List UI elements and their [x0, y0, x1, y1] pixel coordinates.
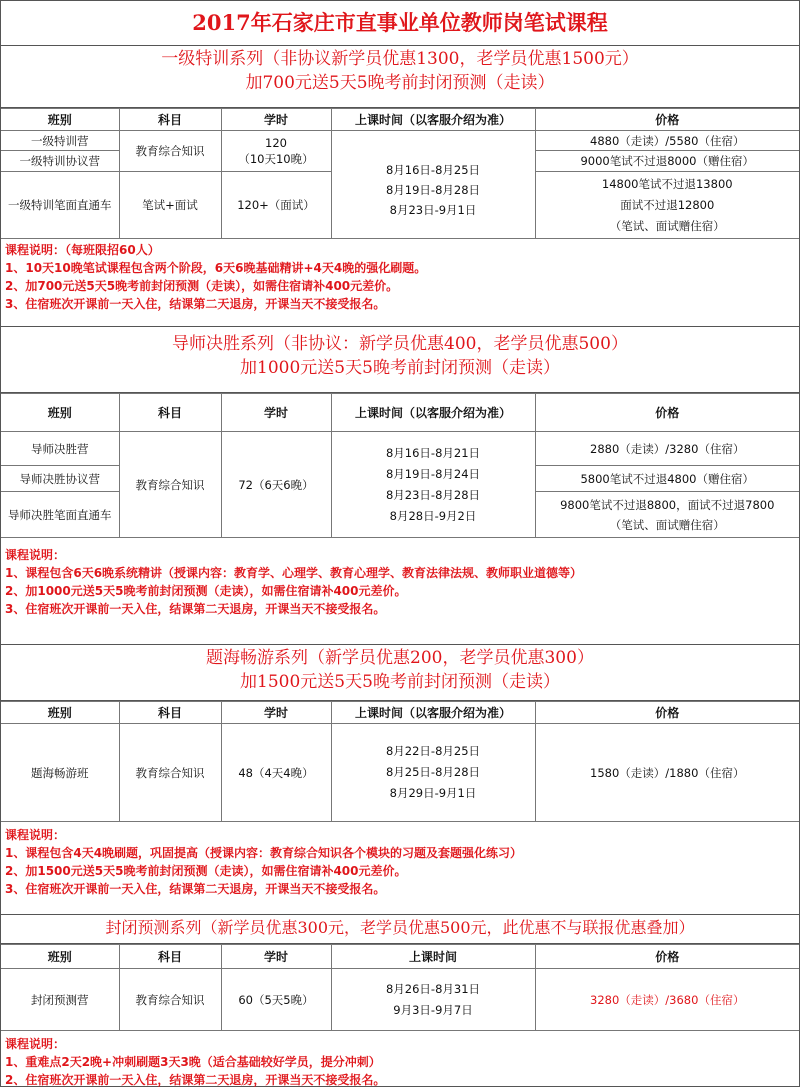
subject-cell: 教育综合知识 [119, 724, 221, 822]
col-subject-header: 科目 [119, 945, 221, 969]
table-row [1, 724, 799, 822]
col-class-header: 班别 [1, 394, 119, 432]
note-line: 3、住宿班次开课前一天入住，结课第二天退房，开课当天不接受报名。 [5, 297, 386, 311]
price-cell: 5800笔试不过退4800（赠住宿） [535, 466, 799, 492]
note-line: 1、课程包含6天6晚系统精讲（授课内容：教育学、心理学、教育心理学、教育法律法规、教师职业道德等） [5, 566, 583, 580]
col-subject-header: 科目 [119, 702, 221, 724]
table-row [1, 969, 799, 1031]
series3-title: 题海畅游系列（新学员优惠200，老学员优惠300） [206, 648, 594, 668]
note-line: 1、10天10晚笔试课程包含两个阶段，6天6晚基础精讲+4天4晚的强化刷题。 [5, 261, 427, 275]
date-range: 8月16日-8月21日 [385, 445, 481, 460]
hours-detail: （10天10晚） [238, 152, 314, 166]
col-hours-header: 学时 [221, 394, 331, 432]
date-range: 8月19日-8月28日 [385, 182, 481, 197]
dates-cell [331, 969, 535, 1031]
series4-table [1, 944, 799, 1031]
table-header-row [1, 702, 799, 724]
series4-header [1, 915, 799, 944]
date-range: 8月22日-8月25日 [385, 744, 481, 758]
price-cell: 3280（走读）/3680（住宿） [535, 969, 799, 1031]
series1-notes [1, 239, 799, 327]
note-line: 2、加1500元送5天5晚考前封闭预测（走读），如需住宿请补400元差价。 [5, 864, 407, 878]
note-line: 2、住宿班次开课前一天入住，结课第二天退房，开课当天不接受报名。 [5, 1073, 386, 1087]
series2-subtitle: 加1000元送5天5晚考前封闭预测（走读） [240, 358, 560, 378]
date-range: 8月26日-8月31日 [385, 981, 481, 996]
series2-title: 导师决胜系列（非协议：新学员优惠400，老学员优惠500） [172, 334, 628, 354]
notes-heading: 课程说明： [5, 1037, 66, 1051]
col-price-header: 价格 [535, 394, 799, 432]
note-line: 2、加700元送5天5晚考前封闭预测（走读），如需住宿请补400元差价。 [5, 279, 399, 293]
series4-notes [1, 1031, 799, 1091]
dates-cell [331, 432, 535, 538]
date-range: 9月3日-9月7日 [393, 1002, 473, 1017]
class-name: 导师决胜笔面直通车 [1, 492, 119, 538]
table-row [1, 432, 799, 466]
notes-heading: 课程说明：（每班限招60人） [5, 243, 160, 257]
date-range: 8月19日-8月24日 [385, 466, 481, 481]
series2-header [1, 327, 799, 393]
note-line: 1、重难点2天2晚+冲刺刷题3天3晚（适合基础较好学员，提分冲刺） [5, 1055, 381, 1069]
col-time-header: 上课时间（以客服介绍为准） [331, 702, 535, 724]
table-header-row [1, 394, 799, 432]
date-range: 8月16日-8月25日 [385, 162, 481, 177]
col-time-header: 上课时间（以客服介绍为准） [331, 109, 535, 131]
series4-title: 封闭预测系列（新学员优惠300元，老学员优惠500元，此优惠不与联报优惠叠加） [105, 918, 695, 937]
notes-heading: 课程说明： [5, 548, 66, 562]
page-title: 2017年石家庄市直事业单位教师岗笔试课程 [1, 1, 799, 46]
date-range: 8月23日-9月1日 [389, 202, 477, 217]
price-line: （笔试、面试赠住宿） [609, 218, 725, 233]
price-cell [535, 172, 799, 239]
dates-cell [331, 724, 535, 822]
price-cell: 9000笔试不过退8000（赠住宿） [535, 151, 799, 172]
table-header-row [1, 109, 799, 131]
note-line: 3、住宿班次开课前一天入住，结课第二天退房，开课当天不接受报名。 [5, 602, 386, 616]
col-price-header: 价格 [535, 702, 799, 724]
subject-cell: 笔试+面试 [119, 172, 221, 239]
subject-cell: 教育综合知识 [119, 969, 221, 1031]
date-range: 8月29日-9月1日 [389, 786, 477, 800]
price-line: 14800笔试不过退13800 [601, 176, 733, 191]
table-header-row [1, 945, 799, 969]
hours-value: 120 [265, 136, 287, 150]
price-line: 9800笔试不过退8800，面试不过退7800 [560, 497, 775, 512]
notes-heading: 课程说明： [5, 828, 66, 842]
price-line: 面试不过退12800 [620, 197, 715, 212]
class-name: 导师决胜协议营 [1, 466, 119, 492]
col-class-header: 班别 [1, 702, 119, 724]
class-name: 一级特训营 [1, 131, 119, 151]
hours-cell: 72（6天6晚） [221, 432, 331, 538]
class-name: 封闭预测营 [1, 969, 119, 1031]
series1-title: 一级特训系列（非协议新学员优惠1300，老学员优惠1500元） [161, 49, 639, 69]
subject-cell: 教育综合知识 [119, 432, 221, 538]
col-hours-header: 学时 [221, 945, 331, 969]
note-line: 1、课程包含4天4晚刷题，巩固提高（授课内容：教育综合知识各个模块的习题及套题强化练习） [5, 846, 523, 860]
col-class-header: 班别 [1, 109, 119, 131]
hours-cell [221, 131, 331, 172]
col-hours-header: 学时 [221, 109, 331, 131]
class-name: 题海畅游班 [1, 724, 119, 822]
col-time-header: 上课时间（以客服介绍为准） [331, 394, 535, 432]
note-line: 2、加1000元送5天5晚考前封闭预测（走读），如需住宿请补400元差价。 [5, 584, 407, 598]
note-line: 3、住宿班次开课前一天入住，结课第二天退房，开课当天不接受报名。 [5, 882, 386, 896]
series3-subtitle: 加1500元送5天5晚考前封闭预测（走读） [240, 672, 560, 692]
price-cell [535, 492, 799, 538]
price-cell: 1580（走读）/1880（住宿） [535, 724, 799, 822]
hours-cell: 60（5天5晚） [221, 969, 331, 1031]
col-time-header: 上课时间 [331, 945, 535, 969]
subject-cell: 教育综合知识 [119, 131, 221, 172]
series1-header [1, 46, 799, 108]
price-line: （笔试、面试赠住宿） [609, 517, 725, 532]
series3-notes [1, 822, 799, 915]
col-hours-header: 学时 [221, 702, 331, 724]
series1-subtitle: 加700元送5天5晚考前封闭预测（走读） [245, 73, 555, 93]
date-range: 8月28日-9月2日 [389, 508, 477, 523]
col-price-header: 价格 [535, 109, 799, 131]
series1-table [1, 108, 799, 239]
col-subject-header: 科目 [119, 109, 221, 131]
dates-cell [331, 131, 535, 239]
table-row [1, 131, 799, 151]
col-class-header: 班别 [1, 945, 119, 969]
class-name: 一级特训协议营 [1, 151, 119, 172]
hours-cell: 120+（面试） [221, 172, 331, 239]
hours-cell: 48（4天4晚） [221, 724, 331, 822]
series3-header [1, 645, 799, 701]
series3-table [1, 701, 799, 822]
date-range: 8月23日-8月28日 [385, 487, 481, 502]
date-range: 8月25日-8月28日 [385, 765, 481, 779]
price-cell: 2880（走读）/3280（住宿） [535, 432, 799, 466]
price-cell: 4880（走读）/5580（住宿） [535, 131, 799, 151]
series2-notes [1, 538, 799, 645]
series2-table [1, 393, 799, 538]
col-subject-header: 科目 [119, 394, 221, 432]
class-name: 一级特训笔面直通车 [1, 172, 119, 239]
col-price-header: 价格 [535, 945, 799, 969]
class-name: 导师决胜营 [1, 432, 119, 466]
